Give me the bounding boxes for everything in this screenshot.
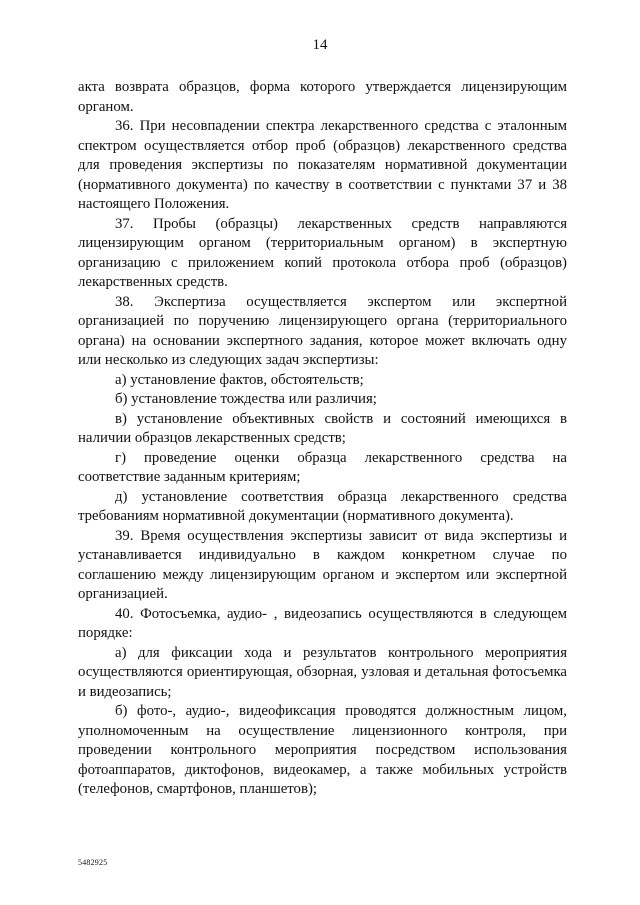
list-item-d: д) установление соответствия образца лекарственного средства требованиям нормативной документации (нормативного документа). <box>78 488 567 524</box>
paragraph-40: 40. Фотосъемка, аудио- , видеозапись осуществляются в следующем порядке: <box>78 605 567 641</box>
paragraph-38: 38. Экспертиза осуществляется экспертом или экспертной организацией по поручению лицензирующего органа (территориального органа) на основании экспертного задания, которое может включать одну или несколько из следующих задач экспертизы: <box>78 293 567 368</box>
paragraph-continuation: акта возврата образцов, форма которого утверждается лицензирующим органом. <box>78 79 567 115</box>
list-item-a: а) установление фактов, обстоятельств; <box>115 371 364 388</box>
page-number: 14 <box>312 37 328 53</box>
list-item-g: г) проведение оценки образца лекарственного средства на соответствие заданным критериям; <box>78 449 567 485</box>
list-item-40a: а) для фиксации хода и результатов контрольного мероприятия осуществляются ориентирующая, обзорная, узловая и детальная фотосъемка и видеозапись; <box>78 644 567 700</box>
paragraph-39: 39. Время осуществления экспертизы зависит от вида экспертизы и устанавливается индивидуально в каждом конкретном случае по соглашению между лицензирующим органом и экспертом или экспертной организацией. <box>78 527 567 602</box>
list-item-40b: б) фото-, аудио-, видеофиксация проводятся должностным лицом, уполномоченным на осуществление лицензионного контроля, при проведении контрольного мероприятия посредством использования фотоаппаратов, диктофонов, видеокамер, а также мобильных устройств (телефонов, смартфонов, планшетов); <box>78 703 567 797</box>
paragraph-37: 37. Пробы (образцы) лекарственных средств направляются лицензирующим органом (территориальным органом) в экспертную организацию с приложением копий протокола отбора проб (образцов) лекарственных средств. <box>78 215 567 290</box>
list-item-b: б) установление тождества или различия; <box>115 391 377 407</box>
list-item-v: в) установление объективных свойств и состояний имеющихся в наличии образцов лекарственных средств; <box>78 410 567 446</box>
paragraph-36: 36. При несовпадении спектра лекарственного средства с эталонным спектром осуществляется отбор проб (образцов) лекарственного средства для проведения экспертизы по показателям нормативной документации (нормативного документа) по качеству в соответствии с пунктами 37 и 38 настоящего Положения. <box>78 118 567 212</box>
document-body <box>78 78 567 800</box>
document-id: 5482925 <box>78 858 108 867</box>
